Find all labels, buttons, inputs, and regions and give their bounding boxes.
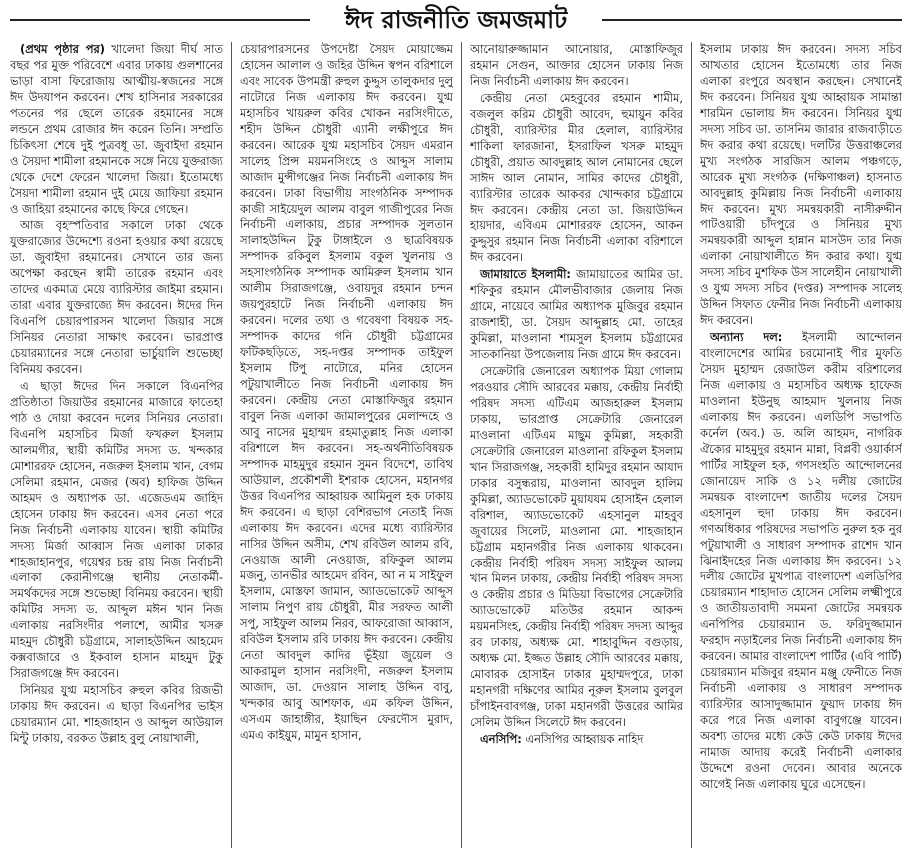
column-1 xyxy=(10,42,223,848)
paragraph-text: এনসিপির আহ্বায়ক নাহিদ xyxy=(521,731,644,746)
column-divider xyxy=(691,42,692,848)
paragraph-lead: জামায়াতে ইসলামী: xyxy=(480,267,571,282)
header-rule-right xyxy=(602,19,902,21)
column-divider xyxy=(461,42,462,848)
paragraph-text: আজ বৃহস্পতিবার সকালে ঢাকা থেকে যুক্তরাজ্যের উদ্দেশ্যে রওনা হওয়ার কথা রয়েছে ডা. জুবাইদা রহমানের। সেখানে তার জন্য অপেক্ষা করছেন স্বামী তারেক রহমান এবং তাদের একমাত্র মেয়ে ব্যারিস্টার জাইমা রহমান। তারা এবার যুক্তরাজ্যে ঈদ করবেন। ঈদের দিন বিএনপি চেয়ারপারসন খালেদা জিয়ার সঙ্গে সিনিয়র নেতারা সাক্ষাৎ করবেন। ভারপ্রাপ্ত চেয়ারম্যানের সঙ্গে নেতারা ভার্চুয়ালি শুভেচ্ছা বিনিময় করবেন। xyxy=(10,218,223,377)
column-4 xyxy=(700,42,902,848)
column-2 xyxy=(240,42,453,848)
column-3 xyxy=(470,42,683,848)
paragraph-text: চেয়ারপারসনের উপদেষ্টা সৈয়দ মোয়াজ্জেম হোসেন আলাল ও জহির উদ্দিন স্বপন বরিশালে এবং সাবেক উপমন্ত্রী রুহুল কুদ্দুস তালুকদার দুলু নাটোরে নিজ এলাকায় ঈদ করবেন। যুগ্ম মহাসচিব খায়রুল কবির খোকন নরসিংদীতে, শহীদ উদ্দিন চৌধুরী এ্যানী লক্ষীপুরে ঈদ করবেন। আরেক যুগ্ম মহাসচিব সৈয়দ এমরান সালেহ প্রিন্স ময়মনসিংহে ও আব্দুস সালাম আজাদ মুন্সীগঞ্জের নিজ নির্বাচনী এলাকায় ঈদ করবেন। ঢাকা বিভাগীয় সাংগঠনিক সম্পাদক কাজী সাইয়েদুল আলম বাবুল গাজীপুরের নিজ নির্বাচনী এলাকায়, প্রচার সম্পাদক সুলতান সালাহউদ্দিন টুকু টাঙ্গাইলে ও ছাত্রবিষয়ক সম্পাদক রকিবুল ইসলাম বকুল খুলনায় ও সহসাংগঠনিক সম্পাদক আমিরুল ইসলাম খান আলীম সিরাজগঞ্জে, ওবায়দুর রহমান চন্দন জয়পুরহাটে নিজ নির্বাচনী এলাকায় ঈদ করবেন। দলের তথ্য ও গবেষণা বিষয়ক সহ-সম্পাদক কাদের গনি চৌধুরী চট্টগ্রামের ফটিকছড়িতে, সহ-দপ্তর সম্পাদক তাইফুল ইসলাম টিপু নাটোরে, মনির হোসেন পটুয়াখালীতে নিজ নির্বাচনী এলাকায় ঈদ করবেন। কেন্দ্রীয় নেতা মোস্তাফিজুর রহমান বাবুল নিজ এলাকা জামালপুরের মেলান্দহে ও আবু নাসের মুহাম্মদ রহমাতুল্লাহ নিজ এলাকা বরিশালে ঈদ করবেন। সহ-অর্থনীতিবিষয়ক সম্পাদক মাহমুদুর রহমান সুমন বিদেশে, তাবিথ আউয়াল, প্রকৌশলী ইশরাক হোসেন, মহানগর উত্তর বিএনপির আহ্বায়ক আমিনুল হক ঢাকায় ঈদ করবেন। এ ছাড়া বেশিরভাগ নেতাই নিজ এলাকায় ঈদ করবেন। এদের মধ্যে ব্যারিস্টার নাসির উদ্দিন অসীম, শেখ রবিউল আলম রবি, নেওয়াজ আলী নেওয়াজ, রফিকুল আলম মজনু, তানভীর আহমেদ রবিন, আ ন ম সাইফুল ইসলাম, মোস্তফা জামান, অ্যাডভোকেট আব্দুস সালাম নিপুণ রায় চৌধুরী, মীর সরফত আলী সপু, সাইফুল আলম নিরব, আফরোজা আব্বাস, রবিউল ইসলাম রবি ঢাকায় ঈদ করবেন। কেন্দ্রীয় নেতা আবদুল কাদির ভূঁইয়া জুয়েল ও আকরামুল হাসান নরসিংদী, নজরুল ইসলাম আজাদ, ডা. দেওয়ান সালাহ উদ্দিন বাবু, খন্দকার আবু আশফাক, এম কফিল উদ্দিন, এসএম জাহাঙ্গীর, ইয়াছিন ফেরদৌস মুরাদ, এমএ কাইয়ুম, মামুন হাসান, xyxy=(240,42,453,742)
paragraph-text: কেন্দ্রীয় নেতা মেহবুবের রহমান শামীম, বজলুল করিম চৌধুরী আবেদ, হুমায়ুন কবির চৌধুরী, ব্যারিস্টার মীর হেলাল, ব্যারিস্টার শাকিলা ফারজানা, ইসরাফিল খসরু মাহমুদ চৌধুরী, প্রয়াত আবদুল্লাহ আল নোমানের ছেলে সাঈদ আল নোমান, সামির কাদের চৌধুরী, ব্যারিস্টার তারেক আকবর খোন্দকার চট্টগ্রামে ঈদ করবেন। কেন্দ্রীয় নেতা ডা. জিয়াউদ্দিন হায়দার, এবিএম মোশাররফ হোসেন, আকন কুদ্দুসুর রহমান নিজ নির্বাচনী এলাকা বরিশালে ঈদ করবেন। xyxy=(470,90,683,265)
paragraph-lead: অন্যান্য দল: xyxy=(710,330,783,345)
paragraph-text: ইসলাম ঢাকায় ঈদ করবেন। সদস্য সচিব আখতার হোসেন ইতোমধ্যে তার নিজ এলাকা রংপুরে অবস্থান করছেন। সেখানেই ঈদ করবেন। সিনিয়র যুগ্ম আহ্বায়ক সামান্তা শারমিন ভোলায় ঈদ করবেন। সিনিয়র যুগ্ম সদস্য সচিব ডা. তাসনিম জারার রাজবাড়ীতে ঈদ করার কথা রয়েছে। দলটির উত্তরাঞ্চলের মুখ্য সংগঠক সারজিস আলম পঞ্চগড়ে, আরেক মুখ্য সংগঠক (দক্ষিণাঞ্চল) হাসনাত আবদুল্লাহ কুমিল্লায় নিজ নির্বাচনী এলাকায় ঈদ করবেন। মুখ্য সমন্বয়কারী নাসীরুদ্দীন পাটওয়ারী চাঁদপুরে ও সিনিয়র মুখ্য সমন্বয়কারী আব্দুল হান্নান মাসউদ তার নিজ এলাকা নোয়াখালীতে ঈদ করার কথা। যুগ্ম সদস্য সচিব মুশফিক উস সালেহীন নোয়াখালী ও যুগ্ম সদস্য সচিব (দপ্তর) সম্পাদক সালেহ উদ্দিন সিফাত ফেনীর নিজ নির্বাচনী এলাকায় ঈদ করবেন। xyxy=(700,42,902,328)
paragraph-text: সেক্রেটারি জেনারেল অধ্যাপক মিয়া গোলাম পরওয়ার সৌদি আরবের মক্কায়, কেন্দ্রীয় নির্বাহী পরিষদ সদস্য এটিএম আজহারুল ইসলাম ঢাকায়, ভারপ্রাপ্ত সেক্রেটারি জেনারেল মাওলানা এটিএম মাছুম কুমিল্লা, সহকারী সেক্রেটারি জেনারেল মাওলানা রফিকুল ইসলাম খান সিরাজগঞ্জ, সহকারী হামিদুর রহমান আযাদ ঢাকার বসুন্ধরায়, মাওলানা আবদুল হালিম কুমিল্লা, অ্যাডভোকেট মুয়াযযম হোসাইন হেলাল বরিশাল, অ্যাডভোকেট এহসানুল মাহবুব জুবায়ের সিলেট, মাওলানা মো. শাহজাহান চট্টগ্রাম মহানগরীর নিজ এলাকায় থাকবেন। কেন্দ্রীয় নির্বাহী পরিষদ সদস্য সাইফুল আলম খান মিলন ঢাকায়, কেন্দ্রীয় নির্বাহী পরিষদ সদস্য ও কেন্দ্রীয় প্রচার ও মিডিয়া বিভাগের সেক্রেটারি অ্যাডভোকেট মতিউর রহমান আকন্দ ময়মনসিংহ, কেন্দ্রীয় নির্বাহী পরিষদ সদস্য আব্দুর রব ঢাকায়, অধ্যক্ষ মো. শাহাবুদ্দিন বগুড়ায়, অধ্যক্ষ মো. ইজ্জত উল্লাহ সৌদি আরবের মক্কায়, মোবারক হোসাইন ঢাকার মুহাম্মদপুরে, ঢাকা মহানগরী দক্ষিণের আমির নূরুল ইসলাম বুলবুল চাঁপাইনবাবগঞ্জ, ঢাকা মহানগরী উত্তরের আমির সেলিম উদ্দিন সিলেটে ঈদ করবেন। xyxy=(470,364,683,730)
article-paragraph xyxy=(470,42,683,90)
article-paragraph xyxy=(700,330,902,793)
paragraph-text: খালেদা জিয়া দীর্ঘ সাত বছর পর মুক্ত পরিবেশে এবার ঢাকায় গুলশানের ভাড়া বাসা ফিরোজায় আত্মীয়-স্বজনের সঙ্গে ঈদ উদযাপন করবেন। শেখ হাসিনার সরকারের পতনের পর ছেলে তারেক রহমানের সঙ্গে লন্ডনে প্রথম রোজার ঈদ করেন তিনি। সম্প্রতি চিকিৎসা শেষে দুই পুত্রবধূ ডা. জুবাইদা রহমান ও সৈয়দা শামীলা রহমানকে সঙ্গে নিয়ে যুক্তরাজ্য থেকে দেশে ফেরেন খালেদা জিয়া। ইতোমধ্যে সৈয়দা শামীলা রহমান দুই মেয়ে জাফিয়া রহমান ও জাহিয়া রহমানের কাছে ফিরে গেছেন। xyxy=(10,42,223,216)
article-paragraph xyxy=(10,379,223,682)
column-divider xyxy=(231,42,232,848)
article-paragraph xyxy=(10,683,223,747)
article-paragraph xyxy=(470,267,683,363)
paragraph-lead: (প্রথম পৃষ্ঠার পর) xyxy=(20,42,105,56)
article-paragraph xyxy=(470,364,683,731)
article-paragraph xyxy=(240,42,453,744)
article-paragraph xyxy=(700,42,902,329)
section-header xyxy=(10,2,902,38)
article-paragraph xyxy=(470,91,683,266)
paragraph-text: সিনিয়র যুগ্ম মহাসচিব রুহুল কবির রিজভী ঢাকায় ঈদ করবেন। এ ছাড়া বিএনপির ভাইস চেয়ারম্যান মো. শাহজাহান ও আব্দুল আউয়াল মিন্টু ঢাকায়, বরকত উল্লাহ বুলু নোয়াখালী, xyxy=(10,683,223,745)
header-rule-left xyxy=(10,19,310,21)
paragraph-text: এ ছাড়া ঈদের দিন সকালে বিএনপির প্রতিষ্ঠাতা জিয়াউর রহমানের মাজারে ফাতেহা পাঠ ও দোয়া করবেন দলের সিনিয়র নেতারা। বিএনপি মহাসচিব মির্জা ফখরুল ইসলাম আলমগীর, স্থায়ী কমিটির সদস্য ড. খন্দকার মোশাররফ হোসেন, নজরুল ইসলাম খান, বেগম সেলিমা রহমান, মেজর (অব) হাফিজ উদ্দিন আহমদ ও অধ্যাপক ডা. এজেডএম জাহিদ হোসেন ঢাকায় ঈদ করবেন। এসব নেতা পরে নিজ নির্বাচনী এলাকায় যাবেন। স্থায়ী কমিটির সদস্য মির্জা আব্বাস নিজ এলাকা ঢাকার শাহজাহানপুর, গয়েশ্বর চন্দ্র রায় নিজ নির্বাচনী এলাকা কেরানীগঞ্জে স্থানীয় নেতাকর্মী-সমর্থকদের সঙ্গে শুভেচ্ছা বিনিময় করবেন। স্থায়ী কমিটির সদস্য ড. আব্দুল মঈন খান নিজ এলাকায় নরসিংদীর পলাশে, আমীর খসরু মাহমুদ চৌধুরী চট্টগ্রামে, সালাহউদ্দিন আহমেদ কক্সবাজারে ও ইকবাল হাসান মাহমুদ টুকু সিরাজগঞ্জে ঈদ করবেন। xyxy=(10,379,223,681)
article-paragraph xyxy=(470,732,683,748)
page-title: ঈদ রাজনীতি জমজমাট xyxy=(344,5,568,34)
paragraph-text: জামায়াতের আমির ডা. শফিকুর রহমান মৌলভীবাজার জেলায় নিজ গ্রামে, নায়েবে আমির অধ্যাপক মুজিবুর রহমান রাজশাহী, ডা. সৈয়দ আব্দুল্লাহ মো. তাহের কুমিল্লা, মাওলানা শামসুল ইসলাম চট্টগ্রামের সাতকানিয়া উপজেলায় নিজ গ্রামে ঈদ করবেন। xyxy=(470,267,683,362)
paragraph-text: আনোয়ারুজ্জামান আনোয়ার, মোস্তাফিজুর রহমান সেগুন, আক্তার হোসেন ঢাকায় নিজ নিজ নির্বাচনী এলাকায় ঈদ করবেন। xyxy=(470,42,683,88)
article-paragraph xyxy=(10,218,223,378)
article-paragraph xyxy=(10,42,223,217)
paragraph-lead: এনসিপি: xyxy=(480,731,522,746)
article-columns xyxy=(10,42,902,848)
paragraph-text: ইসলামী আন্দোলন বাংলাদেশের আমির চরমোনাই পীর মুফতি সৈয়দ মুহাম্মদ রেজাউল করীম বরিশালের নিজ এলাকায় ও মহাসচিব অধ্যক্ষ হাফেজ মাওলানা ইউনুছ আহমাদ খুলনায় নিজ এলাকায় ঈদ করবেন। এলডিপি সভাপতি কর্নেল (অব.) ড. অলি আহমদ, নাগরিক ঐক্যের মাহমুদুর রহমান মান্না, বিপ্লবী ওয়ার্কার্স পার্টির সাইফুল হক, গণসংহতি আন্দোলনের জোনায়েদ সাকি ও ১২ দলীয় জোটের সমন্বয়ক বাংলাদেশ জাতীয় দলের সৈয়দ এহসানুল হুদা ঢাকায় ঈদ করবেন। গণঅধিকার পরিষদের সভাপতি নুরুল হক নুর পটুয়াখালী ও সাধারণ সম্পাদক রাশেদ খান ঝিনাইদহের নিজ এলাকায় ঈদ করবেন। ১২ দলীয় জোটের মুখপাত্র বাংলাদেশ এলডিপির চেয়ারম্যান শাহাদাত হোসেন সেলিম লক্ষ্মীপুরে ও জাতীয়তাবাদী সমমনা জোটের সমন্বয়ক এনপিপির চেয়ারম্যান ড. ফরিদুজ্জামান ফরহাদ নড়াইলের নিজ নির্বাচনী এলাকায় ঈদ করবেন। আমার বাংলাদেশ পার্টির (এবি পার্টি) চেয়ারম্যান মজিবুর রহমান মঞ্জু ফেনীতে নিজ নির্বাচনী এলাকায় ও সাধারণ সম্পাদক ব্যারিস্টার আসাদুজ্জামান ফুয়াদ ঢাকায় ঈদ করে পরে নিজ এলাকা বাবুগঞ্জে যাবেন। অবশ্য তাদের মধ্যে কেউ কেউ ঢাকায় ঈদের নামাজ আদায় করেই নির্বাচনী এলাকার উদ্দেশে রওনা দেবেন। আবার অনেকে আগেই নিজ এলাকায় ঘুরে এসেছেন। xyxy=(700,330,902,791)
